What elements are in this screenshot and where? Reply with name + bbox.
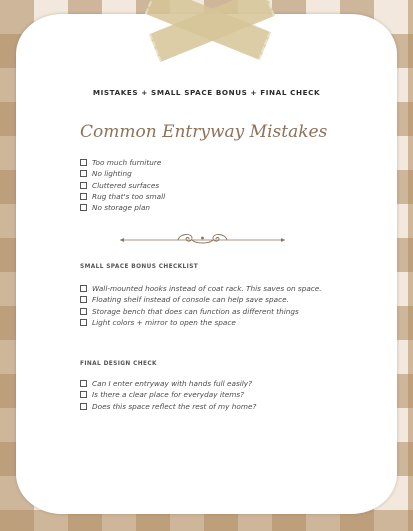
list-item[interactable]: Storage bench that does can function as different things (80, 306, 322, 317)
small-space-list (80, 283, 322, 328)
list-item[interactable]: Is there a clear place for everyday items? (80, 389, 256, 400)
checkbox-icon[interactable] (80, 319, 87, 326)
list-item[interactable]: Does this space reflect the rest of my home? (80, 401, 256, 412)
checkbox-icon[interactable] (80, 403, 87, 410)
list-item[interactable]: Wall-mounted hooks instead of coat rack. This saves on space. (80, 283, 322, 294)
mistakes-list (80, 157, 165, 213)
checkbox-icon[interactable] (80, 204, 87, 211)
final-check-list (80, 378, 256, 412)
checkbox-icon[interactable] (80, 391, 87, 398)
checkbox-icon[interactable] (80, 296, 87, 303)
mistakes-title: Common Entryway Mistakes (80, 122, 328, 142)
list-item[interactable]: Too much furniture (80, 157, 165, 168)
list-item[interactable]: Rug that's too small (80, 191, 165, 202)
checkbox-icon[interactable] (80, 193, 87, 200)
list-item[interactable]: No storage plan (80, 202, 165, 213)
checkbox-icon[interactable] (80, 159, 87, 166)
small-space-label: SMALL SPACE BONUS CHECKLIST (80, 264, 199, 270)
list-item[interactable]: Floating shelf instead of console can help save space. (80, 294, 322, 305)
list-item[interactable]: No lighting (80, 168, 165, 179)
flourish-divider-icon (120, 230, 285, 248)
list-item[interactable]: Can I enter entryway with hands full easily? (80, 378, 256, 389)
checkbox-icon[interactable] (80, 170, 87, 177)
checkbox-icon[interactable] (80, 285, 87, 292)
checkbox-icon[interactable] (80, 380, 87, 387)
final-check-label: FINAL DESIGN CHECK (80, 361, 157, 367)
list-item[interactable]: Light colors + mirror to open the space (80, 317, 322, 328)
checkbox-icon[interactable] (80, 308, 87, 315)
list-item[interactable]: Cluttered surfaces (80, 180, 165, 191)
checkbox-icon[interactable] (80, 182, 87, 189)
page-header: MISTAKES + SMALL SPACE BONUS + FINAL CHECK (92, 88, 321, 97)
